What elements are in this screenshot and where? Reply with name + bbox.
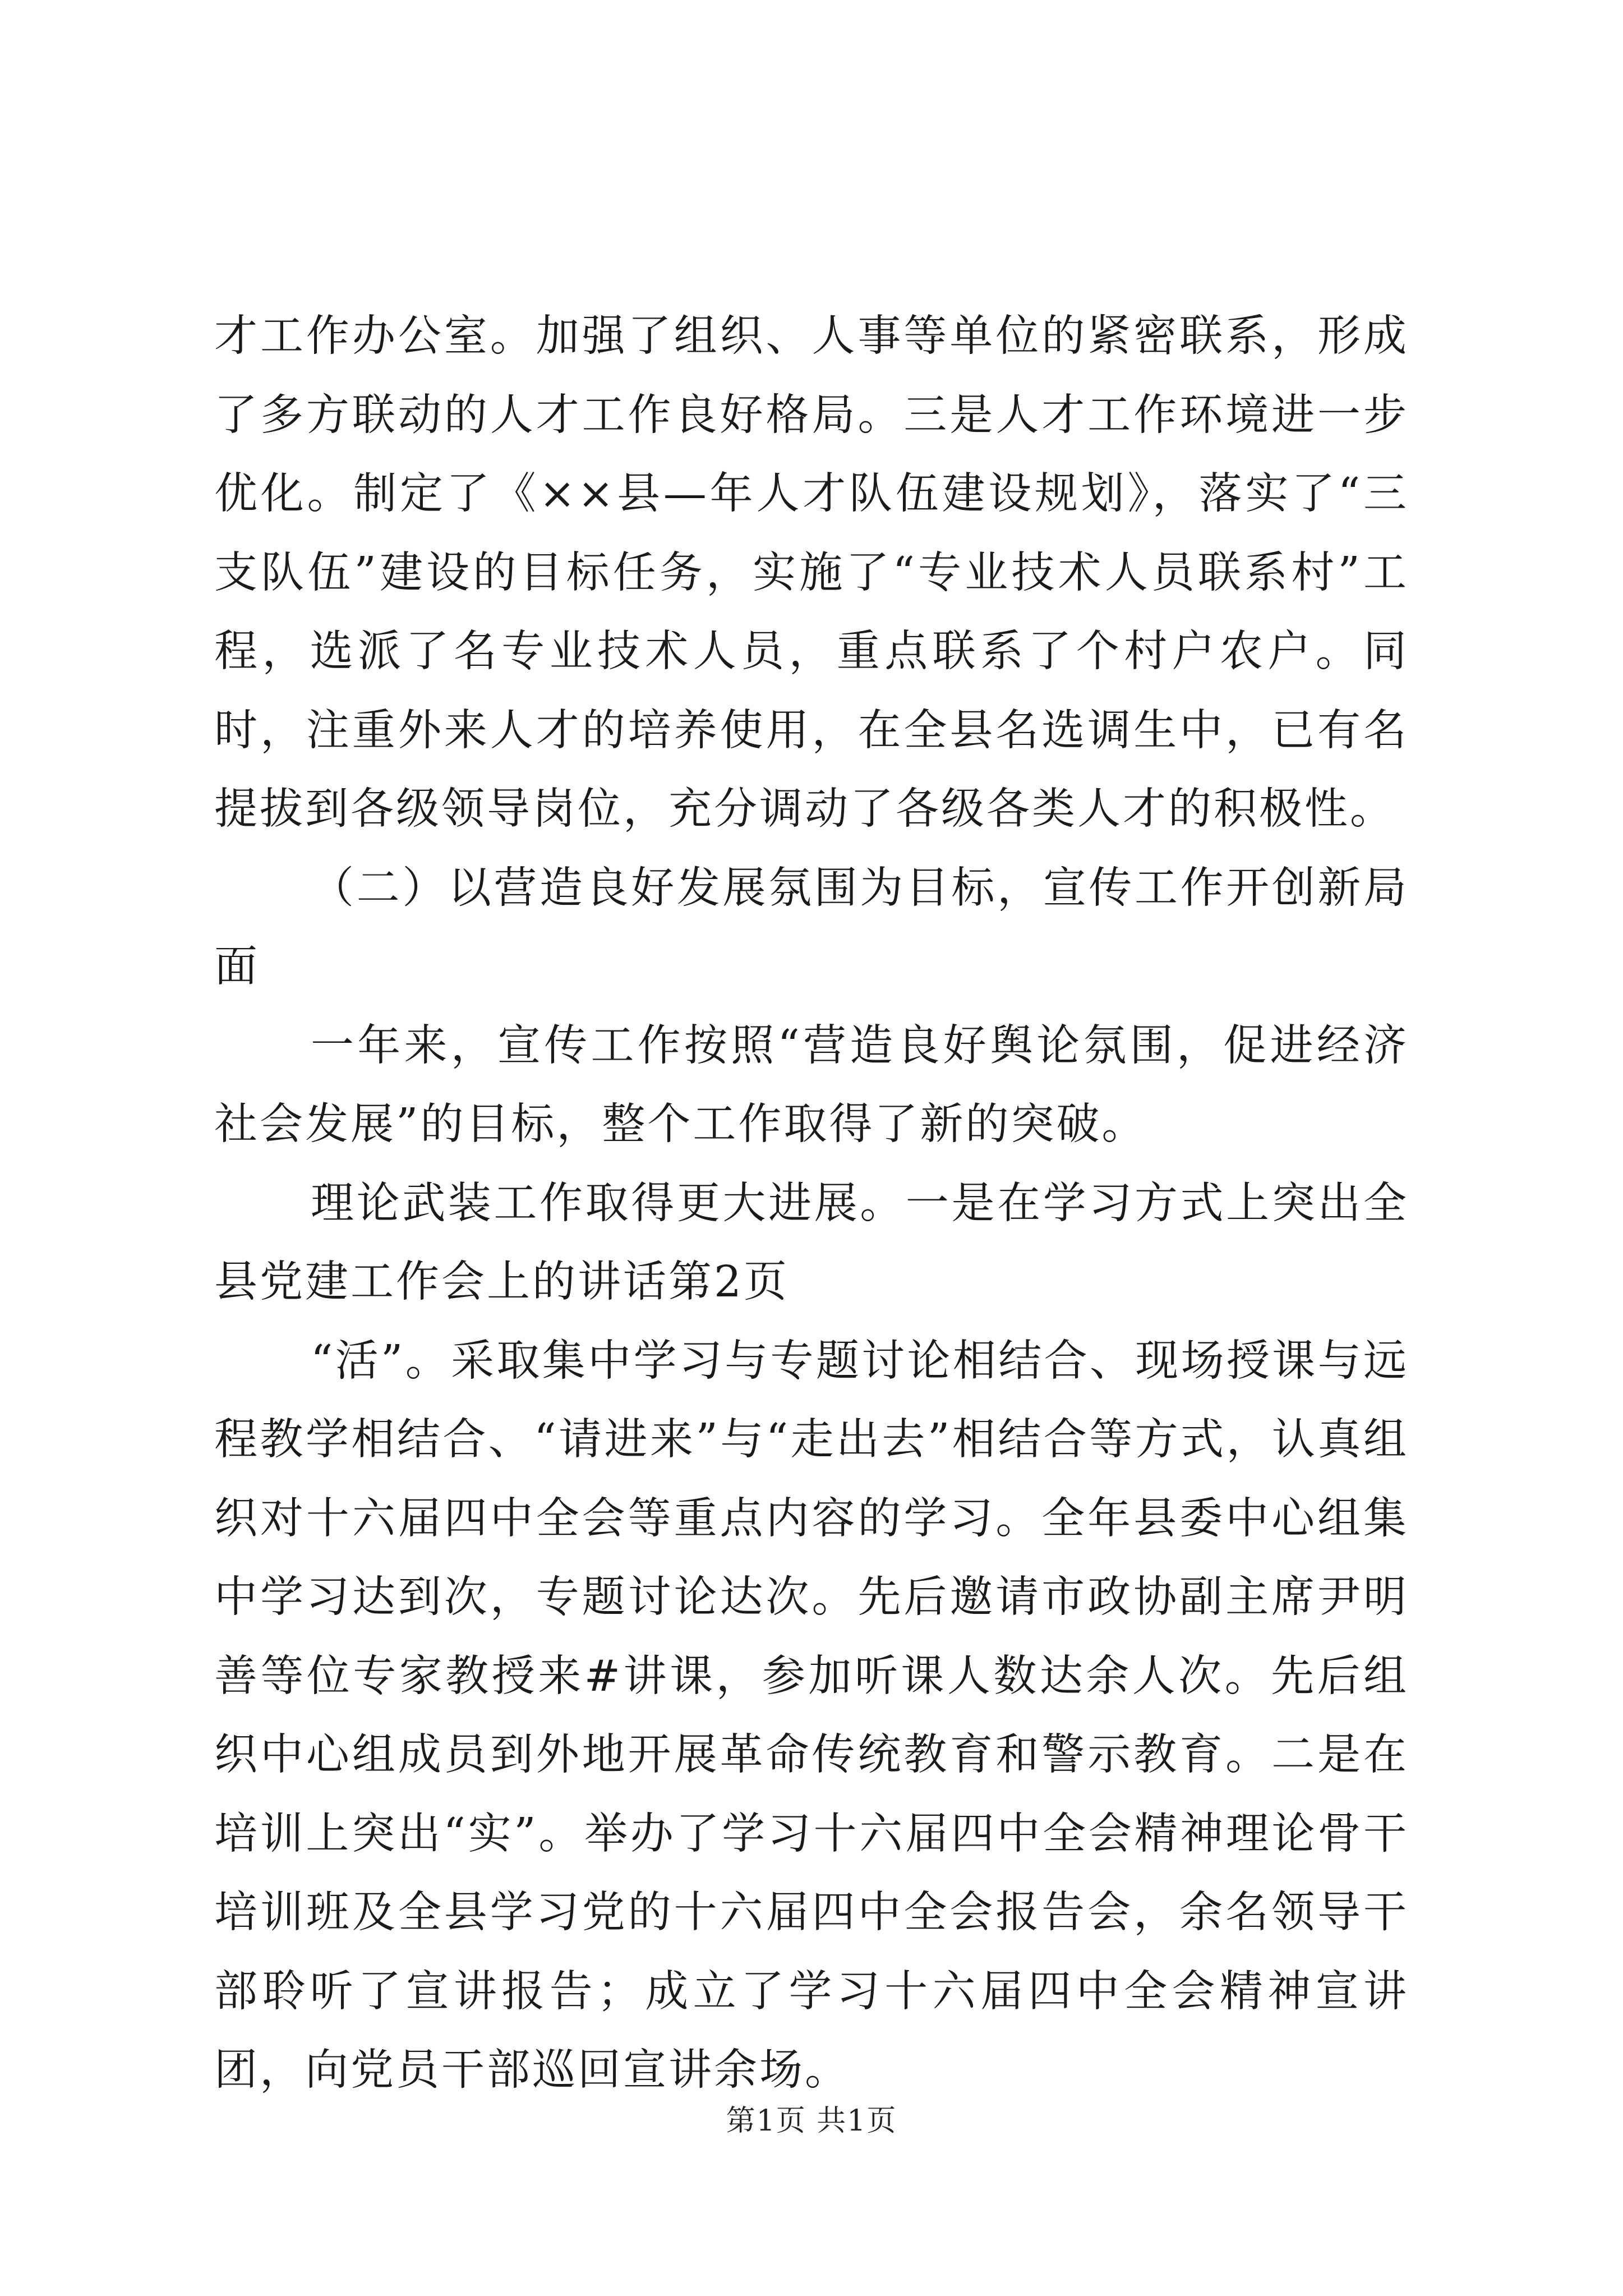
paragraph-theory-armament: 理论武装工作取得更大进展。一是在学习方式上突出全县党建工作会上的讲话第2页 xyxy=(214,1178,1409,1307)
page-footer: 第1页 共1页 xyxy=(726,2104,897,2138)
paragraph-talent-work: 才工作办公室。加强了组织、人事等单位的紧密联系，形成了多方联动的人才工作良好格局。三是人才工作环境进一步优化。制定了《××县—年人才队伍建设规划》，落实了“三支队伍”建设的目标任务，实施了“专业技术人员联系村”工程，选派了名专业技术人员，重点联系了个村户农户。同时，注重外来人才的培养使用，在全县名选调生中，已有名提拔到各级领导岗位，充分调动了各级各类人才的积极性。 xyxy=(214,311,1409,834)
document-body xyxy=(214,297,1409,2110)
section-heading-propaganda: （二）以营造良好发展氛围为目标，宣传工作开创新局面 xyxy=(214,863,1409,992)
paragraph-propaganda-summary: 一年来，宣传工作按照“营造良好舆论氛围，促进经济社会发展”的目标，整个工作取得了新的突破。 xyxy=(214,1020,1409,1149)
paragraph-study-methods: “活”。采取集中学习与专题讨论相结合、现场授课与远程教学相结合、“请进来”与“走出去”相结合等方式，认真组织对十六届四中全会等重点内容的学习。全年县委中心组集中学习达到次，专题讨论达次。先后邀请市政协副主席尹明善等位专家教授来#讲课，参加听课人数达余人次。先后组织中心组成员到外地开展革命传统教育和警示教育。二是在培训上突出“实”。举办了学习十六届四中全会精神理论骨干培训班及全县学习党的十六届四中全会报告会，余名领导干部聆听了宣讲报告；成立了学习十六届四中全会精神宣讲团，向党员干部巡回宣讲余场。 xyxy=(214,1336,1409,2095)
